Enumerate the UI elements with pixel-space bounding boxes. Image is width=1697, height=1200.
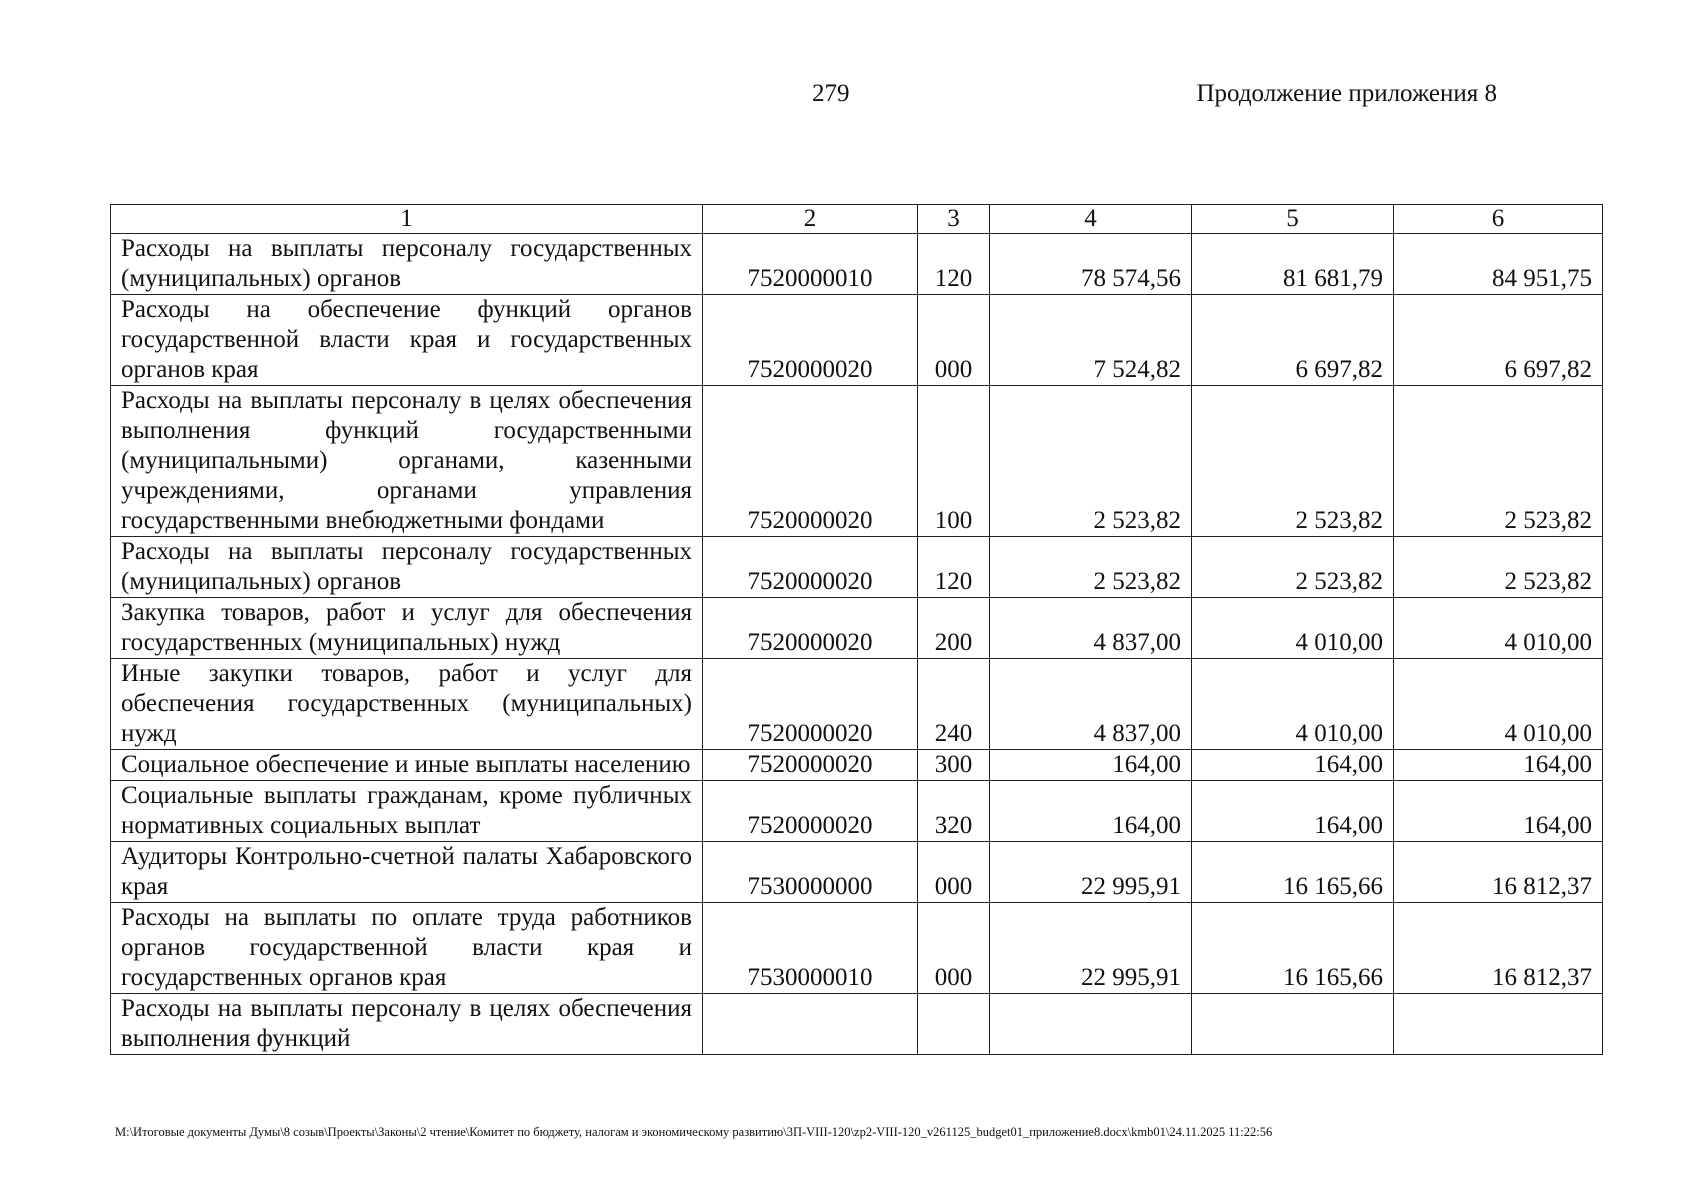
amount-col6-cell: 164,00 (1394, 750, 1603, 781)
table-row (111, 234, 1603, 295)
amount-col4-cell: 7 524,82 (990, 295, 1192, 386)
column-header-2: 2 (703, 205, 918, 234)
page-number: 279 (812, 80, 850, 107)
target-code-cell: 7520000020 (703, 386, 918, 537)
expense-name-cell: Аудиторы Контрольно-счетной палаты Хабаровского края (111, 842, 703, 903)
table-row (111, 659, 1603, 750)
column-header-5: 5 (1192, 205, 1394, 234)
amount-col6-cell (1394, 994, 1603, 1055)
amount-col5-cell: 2 523,82 (1192, 537, 1394, 598)
expense-name-cell: Расходы на выплаты персоналу в целях обеспечения выполнения функций государственными (муниципальными) органами, казенными учреждениями, органами управления государственными внебюджетными фондами (111, 386, 703, 537)
expense-name-cell: Расходы на выплаты персоналу в целях обеспечения выполнения функций (111, 994, 703, 1055)
table-row (111, 842, 1603, 903)
expense-type-cell: 000 (918, 295, 990, 386)
amount-col6-cell: 164,00 (1394, 781, 1603, 842)
expense-name-cell: Закупка товаров, работ и услуг для обеспечения государственных (муниципальных) нужд (111, 598, 703, 659)
amount-col4-cell: 4 837,00 (990, 598, 1192, 659)
amount-col6-cell: 2 523,82 (1394, 386, 1603, 537)
expense-type-cell: 120 (918, 537, 990, 598)
expense-type-cell: 200 (918, 598, 990, 659)
table-row (111, 781, 1603, 842)
appendix-continuation-label: Продолжение приложения 8 (1196, 80, 1497, 107)
amount-col4-cell: 78 574,56 (990, 234, 1192, 295)
target-code-cell: 7520000020 (703, 750, 918, 781)
table-row (111, 598, 1603, 659)
amount-col5-cell: 16 165,66 (1192, 842, 1394, 903)
target-code-cell: 7520000020 (703, 295, 918, 386)
expense-name-cell: Расходы на выплаты персоналу государственных (муниципальных) органов (111, 537, 703, 598)
expense-type-cell: 320 (918, 781, 990, 842)
amount-col4-cell: 2 523,82 (990, 537, 1192, 598)
amount-col5-cell: 6 697,82 (1192, 295, 1394, 386)
column-header-4: 4 (990, 205, 1192, 234)
amount-col4-cell: 4 837,00 (990, 659, 1192, 750)
expense-name-cell: Расходы на обеспечение функций органов государственной власти края и государственных органов края (111, 295, 703, 386)
table-row (111, 537, 1603, 598)
expense-type-cell: 100 (918, 386, 990, 537)
target-code-cell: 7530000000 (703, 842, 918, 903)
amount-col4-cell: 2 523,82 (990, 386, 1192, 537)
expense-name-cell: Расходы на выплаты по оплате труда работников органов государственной власти края и государственных органов края (111, 903, 703, 994)
amount-col5-cell: 81 681,79 (1192, 234, 1394, 295)
amount-col6-cell: 6 697,82 (1394, 295, 1603, 386)
table-row (111, 386, 1603, 537)
target-code-cell: 7520000010 (703, 234, 918, 295)
amount-col5-cell: 2 523,82 (1192, 386, 1394, 537)
target-code-cell: 7520000020 (703, 659, 918, 750)
expense-name-cell: Социальные выплаты гражданам, кроме публичных нормативных социальных выплат (111, 781, 703, 842)
column-header-3: 3 (918, 205, 990, 234)
table-row (111, 295, 1603, 386)
table-header (111, 205, 1603, 234)
target-code-cell (703, 994, 918, 1055)
amount-col6-cell: 4 010,00 (1394, 659, 1603, 750)
amount-col5-cell: 164,00 (1192, 750, 1394, 781)
budget-table (110, 204, 1603, 1055)
amount-col5-cell (1192, 994, 1394, 1055)
amount-col5-cell: 164,00 (1192, 781, 1394, 842)
expense-type-cell: 240 (918, 659, 990, 750)
amount-col4-cell: 22 995,91 (990, 903, 1192, 994)
amount-col6-cell: 4 010,00 (1394, 598, 1603, 659)
amount-col6-cell: 16 812,37 (1394, 842, 1603, 903)
table-row (111, 903, 1603, 994)
expense-name-cell: Социальное обеспечение и иные выплаты населению (111, 750, 703, 781)
expense-type-cell (918, 994, 990, 1055)
amount-col6-cell: 84 951,75 (1394, 234, 1603, 295)
expense-name-cell: Расходы на выплаты персоналу государственных (муниципальных) органов (111, 234, 703, 295)
amount-col4-cell: 22 995,91 (990, 842, 1192, 903)
amount-col5-cell: 4 010,00 (1192, 598, 1394, 659)
amount-col5-cell: 16 165,66 (1192, 903, 1394, 994)
amount-col6-cell: 16 812,37 (1394, 903, 1603, 994)
expense-type-cell: 120 (918, 234, 990, 295)
table-row (111, 750, 1603, 781)
table-row (111, 994, 1603, 1055)
expense-name-cell: Иные закупки товаров, работ и услуг для обеспечения государственных (муниципальных) нужд (111, 659, 703, 750)
expense-type-cell: 300 (918, 750, 990, 781)
expense-type-cell: 000 (918, 903, 990, 994)
expense-type-cell: 000 (918, 842, 990, 903)
amount-col4-cell: 164,00 (990, 750, 1192, 781)
amount-col4-cell (990, 994, 1192, 1055)
target-code-cell: 7520000020 (703, 537, 918, 598)
target-code-cell: 7530000010 (703, 903, 918, 994)
amount-col4-cell: 164,00 (990, 781, 1192, 842)
amount-col5-cell: 4 010,00 (1192, 659, 1394, 750)
column-header-6: 6 (1394, 205, 1603, 234)
column-header-1: 1 (111, 205, 703, 234)
target-code-cell: 7520000020 (703, 781, 918, 842)
amount-col6-cell: 2 523,82 (1394, 537, 1603, 598)
table-body (111, 234, 1603, 1055)
column-number-row (111, 205, 1603, 234)
footer-file-path: M:\Итоговые документы Думы\8 созыв\Проекты\Законы\2 чтение\Комитет по бюджету, налогам и экономическому развитию\3П-VIII-120\zp2-VIII-120_v261125_budget01_приложение8.docx\kmb01\24.11.2025 11:22:56 (115, 1125, 1273, 1139)
target-code-cell: 7520000020 (703, 598, 918, 659)
